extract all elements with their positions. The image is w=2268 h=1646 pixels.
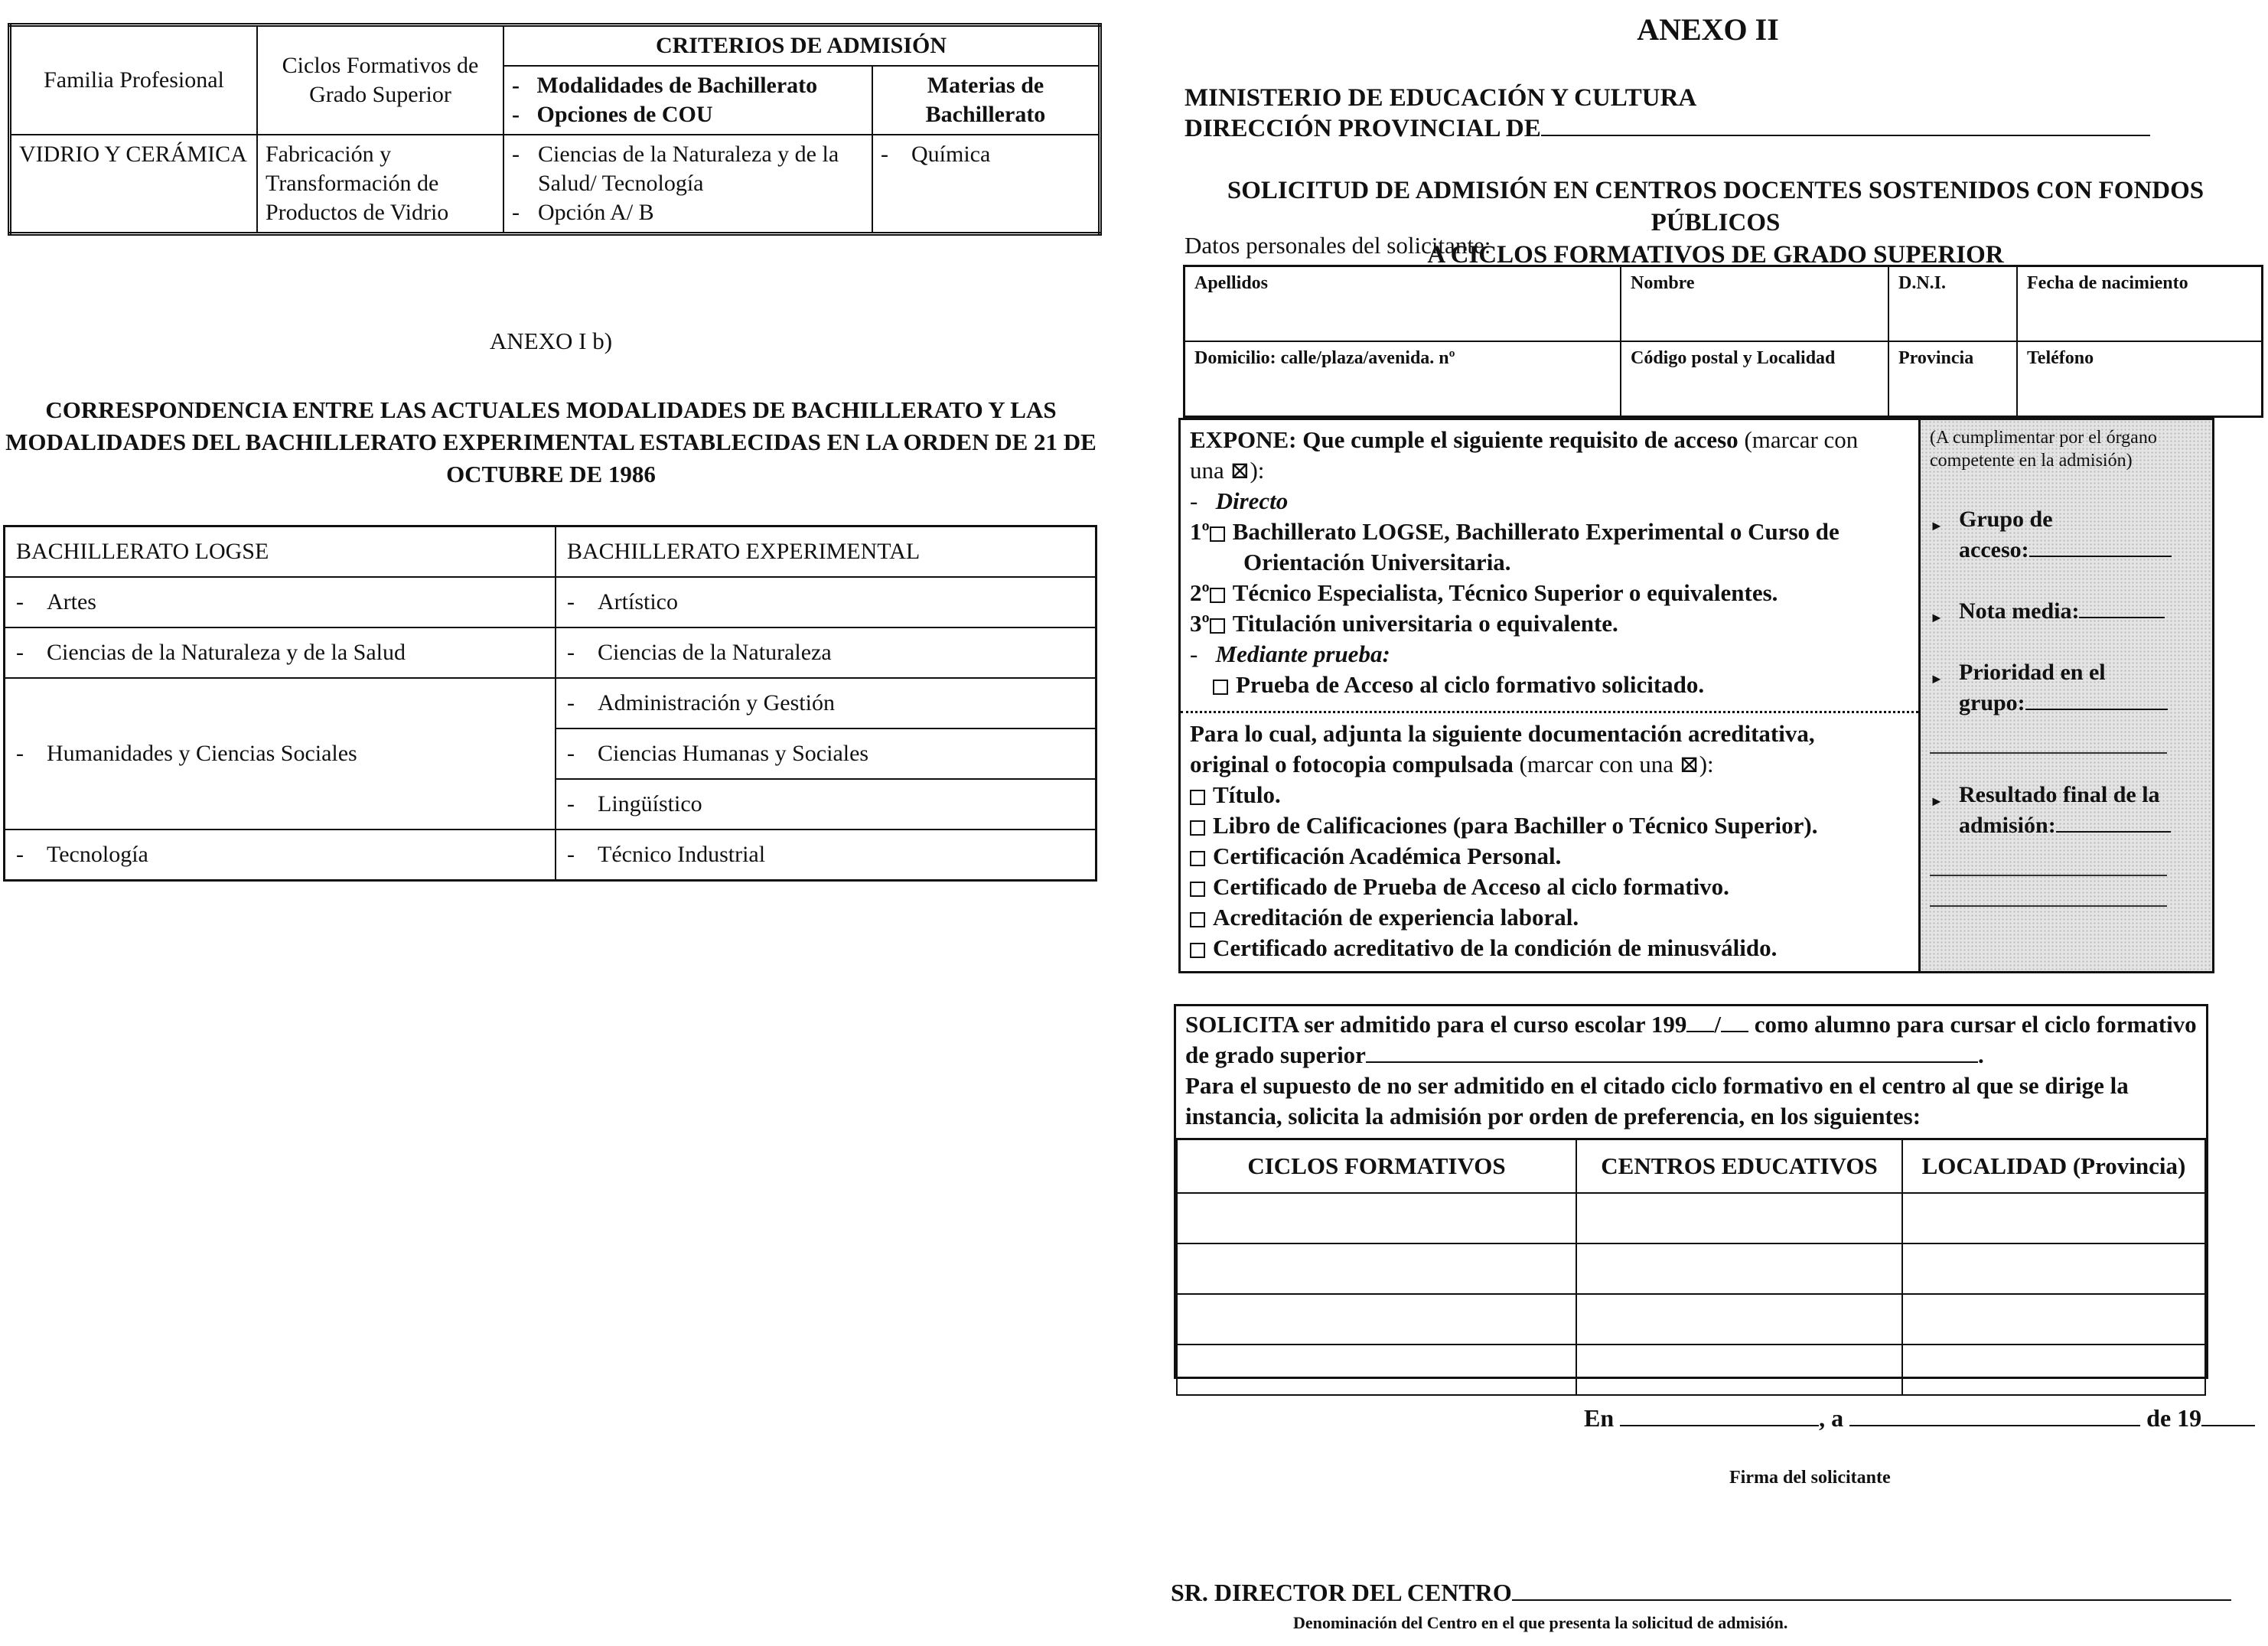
a-label: , a bbox=[1819, 1404, 1844, 1432]
expone-intro-note-2: una ⊠): bbox=[1190, 457, 1265, 484]
exp-humanas: Ciencias Humanas y Sociales bbox=[598, 741, 869, 766]
bullet-icon: ► bbox=[1930, 794, 1944, 809]
option-1-checkbox[interactable] bbox=[1210, 526, 1225, 542]
solicitud-title-line2: A CICLOS FORMATIVOS DE GRADO SUPERIOR bbox=[1427, 241, 2004, 269]
expone-requirements: EXPONE: Que cumple el siguiente requisito de acceso (marcar con una ⊠): - Directo 1º Bachillerato LOGSE, Bachillerato Experimental o Curso de Orientación Universitaria. 2º Técnico Especialista, Técnico Superior o equivalentes. 3º Titulación universitaria o equivalente. - Mediante prueba: Prueba de Acceso al ciclo formativo solicitado. Para lo cual, adjunta la siguiente documentación acreditativa, original o fotocopia compulsada (marcar con una ⊠): Título. Libro de Calificaciones (para Bachiller o Técnico Superior). Certificación Académica Personal. Certificado de Prueba de Acceso al ciclo formativo. Acreditación de experiencia laboral. Certificado acreditativo de la condición de minusválido. bbox=[1181, 420, 1921, 971]
nombre-field[interactable]: Nombre bbox=[1621, 266, 1888, 342]
table-row bbox=[1177, 1193, 2205, 1243]
header-ciclos-formativos: CICLOS FORMATIVOS bbox=[1177, 1139, 1576, 1194]
organo-admision-panel bbox=[1921, 420, 2212, 971]
fecha-nacimiento-field[interactable]: Fecha de nacimiento bbox=[2017, 266, 2263, 342]
header-modalidades: - Modalidades de Bachillerato - Opciones de COU bbox=[503, 66, 872, 135]
exp-artistico: Artístico bbox=[598, 589, 678, 614]
expone-section bbox=[1178, 418, 2214, 973]
ciclo-cell[interactable] bbox=[1177, 1345, 1576, 1395]
header-centros-educativos: CENTROS EDUCATIVOS bbox=[1576, 1139, 1902, 1194]
cell-modalidad-1: Ciencias de la Naturaleza y de la Salud/ Tecnología bbox=[538, 142, 839, 196]
annex-1b-heading: CORRESPONDENCIA ENTRE LAS ACTUALES MODALIDADES DE BACHILLERATO Y LAS MODALIDADES DEL BACHILLERATO EXPERIMENTAL ESTABLECIDAS EN LA ORDEN DE 21 DE OCTUBRE DE 1986 bbox=[5, 396, 1097, 487]
ciclo-cell[interactable] bbox=[1177, 1243, 1576, 1294]
preferences-table bbox=[1176, 1138, 2206, 1396]
option-1-text: Bachillerato LOGSE, Bachillerato Experimental o Curso de bbox=[1232, 518, 1839, 545]
doc-prueba: Certificado de Prueba de Acceso al ciclo formativo. bbox=[1213, 873, 1729, 900]
doc-libro: Libro de Calificaciones (para Bachiller o Técnico Superior). bbox=[1213, 812, 1818, 839]
ciclo-cell[interactable] bbox=[1177, 1193, 1576, 1243]
denominacion-label: Denominación del Centro en el que presenta la solicitud de admisión. bbox=[1293, 1613, 1788, 1632]
cell-materia: - Química bbox=[872, 135, 1100, 234]
exp-row-4: - Técnico Industrial bbox=[556, 830, 1097, 881]
table-row bbox=[1177, 1243, 2205, 1294]
personal-data-table bbox=[1183, 265, 2263, 418]
logse-tecnologia: Tecnología bbox=[47, 842, 148, 867]
prioridad-field[interactable] bbox=[2025, 709, 2168, 710]
table-row bbox=[1177, 1345, 2205, 1395]
header-modalidades-1: Modalidades de Bachillerato bbox=[536, 73, 818, 98]
ministry-name: MINISTERIO DE EDUCACIÓN Y CULTURA bbox=[1185, 84, 1697, 112]
curso-year-field-1[interactable] bbox=[1686, 1031, 1714, 1032]
grado-superior-field[interactable] bbox=[1366, 1061, 1978, 1063]
admission-criteria-table bbox=[8, 23, 1102, 236]
director-field[interactable] bbox=[1512, 1599, 2231, 1601]
centro-cell[interactable] bbox=[1576, 1294, 1902, 1345]
bullet-icon: ► bbox=[1930, 610, 1944, 625]
cell-modalidad: - Ciencias de la Naturaleza y de la Salud/ Tecnología - Opción A/ B bbox=[503, 135, 872, 234]
blank-line bbox=[1930, 752, 2167, 754]
logse-row-2: - Ciencias de la Naturaleza y de la Salud bbox=[5, 627, 556, 678]
expone-intro: Que cumple el siguiente requisito de acceso bbox=[1302, 426, 1738, 453]
header-familia: Familia Profesional bbox=[10, 25, 258, 135]
datos-personales-label: Datos personales del solicitante: bbox=[1185, 232, 1491, 259]
cell-ciclo: Fabricación y Transformación de Productos de Vidrio bbox=[257, 135, 503, 234]
exp-row-3a: - Administración y Gestión bbox=[556, 678, 1097, 728]
grupo-field[interactable] bbox=[2029, 556, 2172, 557]
header-logse: BACHILLERATO LOGSE bbox=[5, 526, 556, 578]
date-field[interactable] bbox=[1849, 1425, 2140, 1426]
option-3-text: Titulación universitaria o equivalente. bbox=[1232, 610, 1618, 637]
solicita-label: SOLICITA bbox=[1185, 1011, 1299, 1038]
option-2-number: 2º bbox=[1190, 579, 1210, 606]
logse-ciencias: Ciencias de la Naturaleza y de la Salud bbox=[47, 640, 406, 665]
doc-experiencia: Acreditación de experiencia laboral. bbox=[1213, 904, 1579, 931]
place-field[interactable] bbox=[1620, 1425, 1819, 1426]
localidad-cell[interactable] bbox=[1902, 1243, 2205, 1294]
resultado-label-2: admisión: bbox=[1959, 813, 2056, 838]
domicilio-field[interactable]: Domicilio: calle/plaza/avenida. nº bbox=[1185, 341, 1621, 417]
directo-label: Directo bbox=[1215, 487, 1289, 514]
option-2-checkbox[interactable] bbox=[1210, 588, 1225, 603]
table-row bbox=[1177, 1294, 2205, 1345]
doc-libro-checkbox[interactable] bbox=[1190, 820, 1205, 836]
header-experimental: BACHILLERATO EXPERIMENTAL bbox=[556, 526, 1097, 578]
prueba-text: Prueba de Acceso al ciclo formativo solicitado. bbox=[1236, 671, 1705, 698]
logse-artes: Artes bbox=[47, 589, 96, 614]
expone-intro-note: (marcar con bbox=[1744, 426, 1859, 453]
prioridad-label-2: grupo: bbox=[1959, 690, 2025, 715]
solicita-curso-text: ser admitido para el curso escolar 199 bbox=[1304, 1011, 1687, 1038]
exp-row-1: - Artístico bbox=[556, 577, 1097, 627]
correspondence-table bbox=[3, 525, 1097, 882]
solicita-section: SOLICITA ser admitido para el curso escolar 199 / como alumno para cursar el ciclo formativo de grado superior . Para el supuesto de no ser admitido en el citado ciclo formativo en el centro al que se dirige la instancia, solicita la admisión por orden de preferencia, en los siguientes: CICLOS FORMATIVOS CENTROS EDUCATIVOS LOCALIDAD (Provincia) bbox=[1174, 1004, 2208, 1379]
doc-minusvalido-checkbox[interactable] bbox=[1190, 943, 1205, 958]
annex-2-title: ANEXO II bbox=[1637, 12, 1779, 47]
option-3-checkbox[interactable] bbox=[1210, 618, 1225, 634]
director-line bbox=[1171, 1579, 2231, 1607]
logse-humanidades: Humanidades y Ciencias Sociales bbox=[47, 741, 357, 766]
organo-note-2: competente en la admisión) bbox=[1930, 451, 2133, 471]
header-ciclos: Ciclos Formativos de Grado Superior bbox=[257, 25, 503, 135]
organo-note-1: (A cumplimentar por el órgano bbox=[1930, 428, 2157, 448]
logse-row-4: - Tecnología bbox=[5, 830, 556, 881]
centro-cell[interactable] bbox=[1576, 1345, 1902, 1395]
localidad-cell[interactable] bbox=[1902, 1345, 2205, 1395]
header-localidad: LOCALIDAD (Provincia) bbox=[1902, 1139, 2205, 1194]
cell-modalidad-2: Opción A/ B bbox=[538, 200, 654, 225]
year-field[interactable] bbox=[2201, 1425, 2255, 1426]
blank-line bbox=[1930, 905, 2167, 907]
bullet-icon: ► bbox=[1930, 671, 1944, 686]
solicita-ciclo-text: como alumno para cursar el ciclo formativo bbox=[1754, 1011, 2197, 1038]
mediante-prueba-label: Mediante prueba: bbox=[1215, 640, 1390, 667]
dni-field[interactable]: D.N.I. bbox=[1888, 266, 2017, 342]
exp-row-2: - Ciencias de la Naturaleza bbox=[556, 627, 1097, 678]
ciclo-cell[interactable] bbox=[1177, 1294, 1576, 1345]
resultado-field[interactable] bbox=[2056, 831, 2171, 833]
prioridad-label: Prioridad en el bbox=[1959, 660, 2106, 685]
bullet-icon: ► bbox=[1930, 518, 1944, 533]
doc-experiencia-checkbox[interactable] bbox=[1190, 912, 1205, 927]
dotted-separator bbox=[1181, 711, 1918, 713]
solicitud-title-line1: SOLICITUD DE ADMISIÓN EN CENTROS DOCENTES SOSTENIDOS CON FONDOS PÚBLICOS bbox=[1227, 177, 2204, 236]
direccion-provincial-label: DIRECCIÓN PROVINCIAL DE bbox=[1185, 115, 1541, 142]
exp-row-3c: - Lingüístico bbox=[556, 779, 1097, 830]
exp-tecnico: Técnico Industrial bbox=[598, 842, 766, 867]
localidad-cell[interactable] bbox=[1902, 1193, 2205, 1243]
logse-row-3: - Humanidades y Ciencias Sociales bbox=[5, 678, 556, 830]
centro-cell[interactable] bbox=[1576, 1193, 1902, 1243]
prueba-checkbox[interactable] bbox=[1213, 680, 1228, 695]
header-criterios: CRITERIOS DE ADMISIÓN bbox=[503, 25, 1100, 67]
doc-titulo-checkbox[interactable] bbox=[1190, 790, 1205, 805]
en-label: En bbox=[1584, 1404, 1615, 1432]
annex-1b-title: ANEXO I b) bbox=[489, 328, 613, 354]
localidad-cell[interactable] bbox=[1902, 1294, 2205, 1345]
adjunta-text-2: original o fotocopia compulsada bbox=[1190, 751, 1514, 777]
resultado-label: Resultado final de la bbox=[1959, 782, 2160, 807]
header-modalidades-2: Opciones de COU bbox=[536, 102, 713, 127]
nota-media-field[interactable] bbox=[2079, 617, 2165, 618]
nota-media-label: Nota media: bbox=[1959, 598, 2080, 624]
logse-row-1: - Artes bbox=[5, 577, 556, 627]
exp-administracion: Administración y Gestión bbox=[598, 690, 835, 715]
codigo-postal-field[interactable]: Código postal y Localidad bbox=[1621, 341, 1888, 417]
direccion-provincial-field[interactable] bbox=[1541, 135, 2150, 136]
apellidos-field[interactable]: Apellidos bbox=[1185, 266, 1621, 342]
exp-row-3b: - Ciencias Humanas y Sociales bbox=[556, 728, 1097, 779]
telefono-field[interactable]: Teléfono bbox=[2017, 341, 2263, 417]
director-label: SR. DIRECTOR DEL CENTRO bbox=[1171, 1579, 1512, 1606]
supuesto-text-1: Para el supuesto de no ser admitido en el citado ciclo formativo en el centro al que se dirige la bbox=[1185, 1072, 2129, 1099]
option-3-number: 3º bbox=[1190, 610, 1210, 637]
supuesto-text-2: instancia, solicita la admisión por orden de preferencia, en los siguientes: bbox=[1185, 1103, 1921, 1129]
grupo-label: Grupo de bbox=[1959, 507, 2053, 532]
adjunta-text-1: Para lo cual, adjunta la siguiente documentación acreditativa, bbox=[1190, 720, 1815, 747]
option-1-number: 1º bbox=[1190, 518, 1210, 545]
centro-cell[interactable] bbox=[1576, 1243, 1902, 1294]
blank-line bbox=[1930, 875, 2167, 876]
doc-titulo: Título. bbox=[1213, 781, 1281, 808]
cell-familia: VIDRIO Y CERÁMICA bbox=[10, 135, 258, 234]
header-materias: Materias de Bachillerato bbox=[872, 66, 1100, 135]
exp-ciencias: Ciencias de la Naturaleza bbox=[598, 640, 832, 665]
grupo-label-2: acceso: bbox=[1959, 537, 2029, 562]
doc-prueba-checkbox[interactable] bbox=[1190, 882, 1205, 897]
grado-superior-label: de grado superior bbox=[1185, 1041, 1366, 1068]
doc-minusvalido: Certificado acreditativo de la condición de minusválido. bbox=[1213, 934, 1778, 961]
option-1-text-2: Orientación Universitaria. bbox=[1243, 549, 1511, 575]
de-label: de 19 bbox=[2146, 1404, 2202, 1432]
exp-linguistico: Lingüístico bbox=[598, 791, 702, 816]
firma-label: Firma del solicitante bbox=[1729, 1468, 1891, 1488]
doc-certificacion: Certificación Académica Personal. bbox=[1213, 843, 1562, 869]
curso-year-field-2[interactable] bbox=[1721, 1031, 1748, 1032]
ministry-block bbox=[1185, 83, 2150, 144]
adjunta-text-2-note: (marcar con una ⊠): bbox=[1519, 751, 1714, 777]
doc-certificacion-checkbox[interactable] bbox=[1190, 851, 1205, 866]
option-2-text: Técnico Especialista, Técnico Superior o equivalentes. bbox=[1232, 579, 1778, 606]
cell-materia-text: Química bbox=[911, 142, 991, 167]
expone-label: EXPONE: bbox=[1190, 426, 1297, 453]
place-date-line bbox=[1584, 1404, 2255, 1433]
provincia-field[interactable]: Provincia bbox=[1888, 341, 2017, 417]
